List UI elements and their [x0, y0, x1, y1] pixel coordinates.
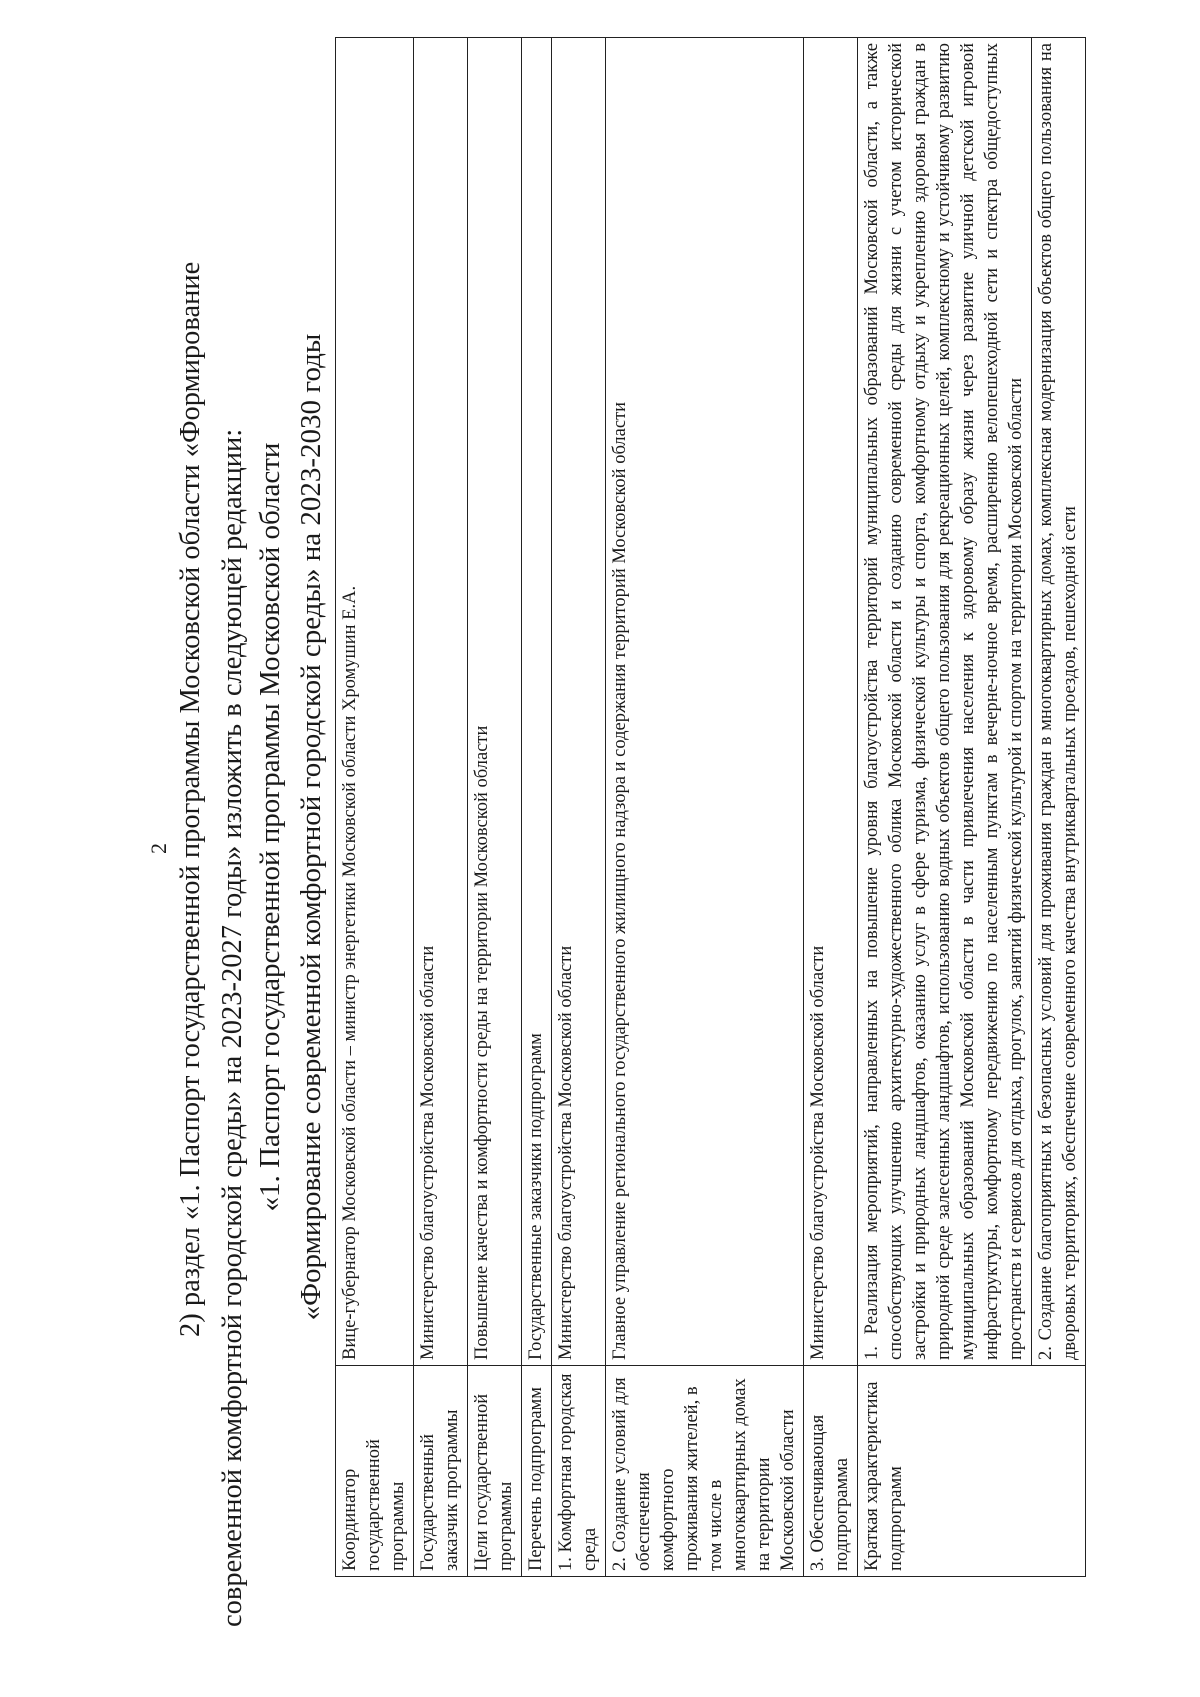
row-value-goals: Повышение качества и комфортности среды на территории Московской области — [468, 38, 522, 1366]
table-row — [804, 38, 858, 1577]
table-row — [468, 38, 522, 1577]
row-value-subprogram-3: Министерство благоустройства Московской области — [804, 38, 858, 1366]
passport-title-line-2: «Формирование современной комфортной городской среды» на 2023-2030 годы — [295, 333, 327, 1321]
row-label-coordinator: Координатор государственной программы — [336, 1366, 414, 1577]
row-value-subprogram-1: Министерство благоустройства Московской области — [552, 38, 606, 1366]
table-row — [552, 38, 606, 1577]
passport-title — [250, 127, 332, 1527]
table-row — [606, 38, 804, 1577]
passport-title-line-1: «1. Паспорт государственной программы Московской области — [254, 442, 286, 1212]
intro-paragraph: 2) раздел «1. Паспорт государственной программы Московской области «Формирование современной комфортной городской среды» на 2023-2027 годы» изложить в следующей редакции: — [175, 261, 248, 1627]
row-label-customer: Государственный заказчик программы — [414, 1366, 468, 1577]
row-label-goals: Цели государственной программы — [468, 1366, 522, 1577]
row-value-customer: Министерство благоустройства Московской области — [414, 38, 468, 1366]
row-value-subprograms-customers: Государственные заказчики подпрограмм — [522, 38, 552, 1366]
table-row — [1032, 38, 1086, 1577]
row-value-subprogram-2: Главное управление регионального государственного жилищного надзора и содержания территорий Московской области — [606, 38, 804, 1366]
table-row — [414, 38, 468, 1577]
summary-item-2: 2. Создание благоприятных и безопасных условий для проживания граждан в многоквартирных домах, комплексная модернизация объектов общего пользования на дворовых территориях, обеспечение современного качества внутриквартальных проездов, пешеходной сети — [1032, 38, 1086, 1366]
row-label-subprogram-3: 3. Обеспечивающая подпрограмма — [804, 1366, 858, 1577]
table-row — [336, 38, 414, 1577]
row-value-coordinator: Вице-губернатор Московской области – министр энергетики Московской области Хромушин Е.А. — [336, 38, 414, 1366]
row-label-subprogram-2: 2. Создание условий для обеспечения комфортного проживания жителей, в том числе в многоквартирных домах на территории Московской области — [606, 1366, 804, 1577]
summary-item-1: 1. Реализация мероприятий, направленных на повышение уровня благоустройства территорий муниципальных образований Московской области, а также способствующих улучшению архитектурно-художественного облика Московской области и созданию современной среды для жизни с учетом исторической застройки и природных ландшафтов, оказанию услуг в сфере туризма, физической культуры и спорта, комфортному отдыху и укреплению здоровья граждан в природной среде залесенных ландшафтов, использованию водных объектов общего пользования для рекреационных целей, комплексному и устойчивому развитию муниципальных образований Московской области в части привлечения населения к здоровому образу жизни через развитие уличной детской игровой инфраструктуры, комфортному передвижению по населенным пунктам в вечерне-ночное время, расширению велопешеходной сети и спектра общедоступных пространств и сервисов для отдыха, прогулок, занятий физической культурой и спортом на территории Московской области — [858, 38, 1032, 1366]
passport-table — [335, 37, 1086, 1577]
page-number: 2 — [146, 843, 171, 854]
table-row — [858, 38, 1032, 1577]
row-label-subprogram-1: 1. Комфортная городская среда — [552, 1366, 606, 1577]
row-label-subprograms-list: Перечень подпрограмм — [522, 1366, 552, 1577]
table-row — [522, 38, 552, 1577]
row-label-summary: Краткая характеристика подпрограмм — [858, 1366, 1086, 1577]
